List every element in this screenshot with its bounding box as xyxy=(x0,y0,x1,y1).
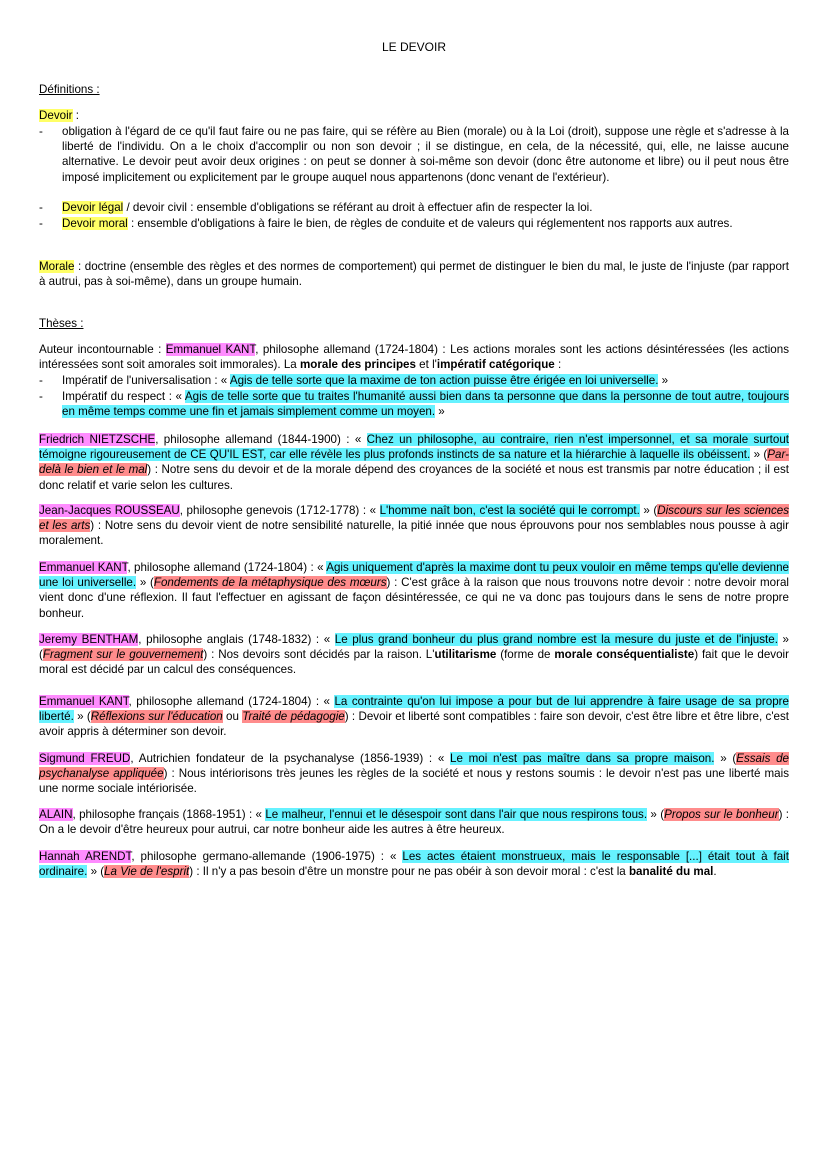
bullet-dash: - xyxy=(39,125,43,138)
thesis-nietzsche: Friedrich NIETZSCHE, philosophe allemand (1844-1900) : « Chez un philosophe, au contraire, rien n'est impersonnel, et sa morale surtout témoigne rigoureusement de CE QU'IL EST, car elle révèle les plus profonds instincts de sa nature et la hiérarchie à laquelle ils obéissent. » (Par-delà le bien et le mal) : Notre sens du devoir et de la morale dépend des croyances de la société et nous est transmis par notre éducation ; il est donc relatif et varie selon les cultures. xyxy=(39,433,789,492)
bullet-dash: - xyxy=(39,374,43,387)
definitions-heading: Définitions : xyxy=(39,83,100,96)
quote: Le malheur, l'ennui et le désespoir sont dans l'air que nous respirons tous. xyxy=(265,808,648,821)
page-title: LE DEVOIR xyxy=(381,40,447,54)
quote: Le plus grand bonheur du plus grand nombre est la mesure du juste et de l'injuste. xyxy=(334,633,778,646)
author-name: Sigmund FREUD xyxy=(39,752,131,765)
author-name: Jeremy BENTHAM xyxy=(39,633,139,646)
thesis-bentham: Jeremy BENTHAM, philosophe anglais (1748-1832) : « Le plus grand bonheur du plus grand nombre est la mesure du juste et de l'injuste. » (Fragment sur le gouvernement) : Nos devoirs sont décidés par la raison. L'utilitarisme (forme de morale conséquentialiste) fait que le devoir moral est décidé par un calcul des conséquences. xyxy=(39,633,789,677)
thesis-kant-education: Emmanuel KANT, philosophe allemand (1724-1804) : « La contrainte qu'on lui impose a pour but de lui apprendre à faire usage de sa propre liberté. » (Réflexions sur l'éducation ou Traité de pédagogie) : Devoir et liberté sont compatibles : faire son devoir, c'est être libre et être libre, c'est avoir appris à déterminer son devoir. xyxy=(39,695,789,739)
author-name: Jean-Jacques ROUSSEAU xyxy=(39,504,180,517)
author-name: ALAIN xyxy=(39,808,73,821)
thesis-kant-intro: Auteur incontournable : Emmanuel KANT, philosophe allemand (1724-1804) : Les actions morales sont les actions désintéressées (les actions intéressées sont soit amorales soit immorales). La morale des principes et l'impératif catégorique : xyxy=(39,343,789,372)
author-name: Hannah ARENDT xyxy=(39,850,132,863)
devoir-legal-label: Devoir légal xyxy=(62,201,124,214)
author-name: Emmanuel KANT xyxy=(39,695,129,708)
devoir-definition: obligation à l'égard de ce qu'il faut faire ou ne pas faire, qui se réfère au Bien (morale) ou à la Loi (droit), suppose une règle et s'adresse à la liberté de l'individu. On a le choix d'accomplir ou non son devoir ; il se distingue, en cela, de la nécessité, qui, elle, ne laisse aucune alternative. Le devoir peut avoir deux origines : on peut se donner à soi-même son devoir (donc être autonome et libre) ou il peut nous être imposé implicitement ou explicitement par le groupe auquel nous appartenons (donc venant de l'extérieur). xyxy=(62,125,789,184)
quote: La contrainte qu'on lui impose a pour but de lui apprendre à faire usage de sa propre liberté. xyxy=(39,695,789,724)
quote: L'homme naît bon, c'est la société qui le corrompt. xyxy=(379,504,640,517)
devoir-legal-item: Devoir légal / devoir civil : ensemble d'obligations se référant au droit à effectuer afin de respecter la loi. xyxy=(62,201,593,214)
quote: Agis de telle sorte que tu traites l'humanité aussi bien dans ta personne que dans la personne de tout autre, toujours en même temps comme une fin et jamais simplement comme un moyen. xyxy=(62,390,789,419)
work-title: Discours sur les sciences et les arts xyxy=(39,504,789,533)
work-title: La Vie de l'esprit xyxy=(104,865,190,879)
work-title: Fragment sur le gouvernement xyxy=(42,648,204,662)
work-title: Réflexions sur l'éducation xyxy=(90,710,223,724)
thesis-freud: Sigmund FREUD, Autrichien fondateur de la psychanalyse (1856-1939) : « Le moi n'est pas maître dans sa propre maison. » (Essais de psychanalyse appliquée) : Nous intériorisons très jeunes les règles de la société et nous y restons soumis : le devoir n'est pas une liberté mais une norme sociale intériorisée. xyxy=(39,752,789,796)
quote: Les actes étaient monstrueux, mais le responsable [...] était tout à fait ordinaire. xyxy=(39,850,789,879)
quote: Agis de telle sorte que la maxime de ton action puisse être érigée en loi universelle. xyxy=(229,374,659,387)
bullet-dash: - xyxy=(39,217,43,230)
devoir-moral-item: Devoir moral : ensemble d'obligations à faire le bien, de règles de conduite et de valeurs qui réglementent nos rapports aux autres. xyxy=(62,217,733,230)
morale-definition: Morale : doctrine (ensemble des règles et des normes de comportement) qui permet de distinguer le bien du mal, le juste de l'injuste (par rapport à autrui, pas à soi-même), dans un groupe humain. xyxy=(39,260,789,289)
thesis-arendt: Hannah ARENDT, philosophe germano-allemande (1906-1975) : « Les actes étaient monstrueux, mais le responsable [...] était tout à fait ordinaire. » (La Vie de l'esprit) : Il n'y a pas besoin d'être un monstre pour ne pas obéir à son devoir moral : c'est la banalité du mal. xyxy=(39,850,789,879)
morale-label: Morale xyxy=(39,260,75,273)
quote: Agis uniquement d'après la maxime dont tu peux vouloir en même temps qu'elle devienne une loi universelle. xyxy=(39,561,789,590)
devoir-moral-label: Devoir moral xyxy=(62,217,128,230)
devoir-term: Devoir : xyxy=(39,109,79,122)
theses-heading: Thèses : xyxy=(39,317,84,330)
work-title: Par-delà le bien et le mal xyxy=(39,448,789,477)
bullet-dash: - xyxy=(39,201,43,214)
work-title: Fondements de la métaphysique des mœurs xyxy=(153,576,387,590)
devoir-label: Devoir xyxy=(39,109,73,122)
bullet-dash: - xyxy=(39,390,43,403)
quote: Le moi n'est pas maître dans sa propre maison. xyxy=(450,752,715,765)
work-title: Traité de pédagogie xyxy=(242,710,345,724)
quote: Chez un philosophe, au contraire, rien n'est impersonnel, et sa morale surtout témoigne rigoureusement de CE QU'IL EST, car elle révèle les plus profonds instincts de sa nature et la hiérarchie à laquelle ils obéissent. xyxy=(39,433,789,462)
thesis-alain: ALAIN, philosophe français (1868-1951) : « Le malheur, l'ennui et le désespoir sont dans l'air que nous respirons tous. » (Propos sur le bonheur) : On a le devoir d'être heureux pour autrui, car notre bonheur aide les autres à être heureux. xyxy=(39,808,789,837)
author-name: Emmanuel KANT xyxy=(39,561,128,574)
thesis-kant-maxim: Emmanuel KANT, philosophe allemand (1724-1804) : « Agis uniquement d'après la maxime dont tu peux vouloir en même temps qu'elle devienne une loi universelle. » (Fondements de la métaphysique des mœurs) : C'est grâce à la raison que nous trouvons notre devoir : notre devoir moral vient donc d'une réflexion. Il faut l'effectuer en agissant de façon désintéressée, ce qui ne va donc pas toujours dans le sens de notre propre bonheur. xyxy=(39,561,789,620)
imperative-universalisation: Impératif de l'universalisation : « Agis de telle sorte que la maxime de ton action puisse être érigée en loi universelle. » xyxy=(62,374,669,387)
thesis-rousseau: Jean-Jacques ROUSSEAU, philosophe genevois (1712-1778) : « L'homme naît bon, c'est la société qui le corrompt. » (Discours sur les sciences et les arts) : Notre sens du devoir vient de notre sensibilité naturelle, la pitié innée que nous éprouvons pour nos semblables nous pousse à agir moralement. xyxy=(39,504,789,548)
work-title: Essais de psychanalyse appliquée xyxy=(39,752,789,781)
work-title: Propos sur le bonheur xyxy=(664,808,779,821)
author-name: Emmanuel KANT xyxy=(165,343,256,356)
author-name: Friedrich NIETZSCHE xyxy=(39,433,156,446)
imperative-respect: Impératif du respect : « Agis de telle sorte que tu traites l'humanité aussi bien dans ta personne que dans la personne de tout autre, toujours en même temps comme une fin et jamais simplement comme un moyen. » xyxy=(62,390,789,419)
